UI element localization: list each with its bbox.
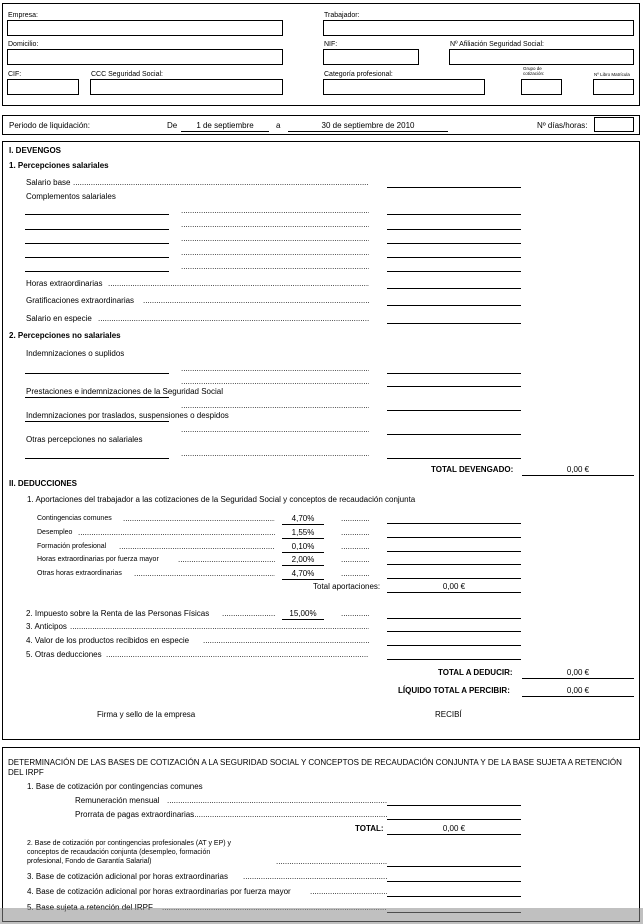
empresa-label: Empresa: [8,12,38,19]
dias-field[interactable] [594,117,634,132]
aportacion-pct-line-1 [282,524,324,525]
irpf-dots-b [341,610,369,618]
aportacion-pct-line-3 [282,552,324,553]
gratificaciones-amount[interactable] [387,305,521,306]
valor-productos-amount[interactable] [387,645,521,646]
total-aportaciones-value: 0,00 € [442,582,466,591]
complemento-dots-2 [181,221,369,229]
aportacion-pct-5: 4,70% [291,569,315,578]
horas-extra-base-dots [243,873,387,881]
total-aportaciones-label: Total aportaciones: [313,582,381,591]
anticipos-dots [70,623,369,631]
irpf-pct: 15,00% [289,609,317,618]
indemnizaciones-amount-2[interactable] [387,386,521,387]
aportacion-pct-2: 1,55% [291,528,315,537]
aportacion-dots-2 [78,529,275,537]
periodo-from-line [181,131,269,132]
aportacion-pct-line-5 [282,579,324,580]
prorrata-amount[interactable] [387,819,521,820]
otras-deducciones-label: 5. Otras deducciones [26,650,102,659]
complemento-dots-4 [181,249,369,257]
deducciones-title: II. DEDUCCIONES [9,479,78,488]
recibi-label: RECIBÍ [435,710,462,719]
trabajador-field[interactable] [323,20,634,36]
aportaciones-title: 1. Aportaciones del trabajador a las cotizaciones de la Seguridad Social y conceptos de recaudación conjunta [27,495,416,504]
traslados-concept[interactable] [25,421,169,422]
periodo-to-line [288,131,448,132]
complemento-concept-3[interactable] [25,243,169,244]
ccc-label: CCC Seguridad Social: [91,71,163,78]
aportacion-dots-4 [178,556,275,564]
salario-base-label: Salario base [26,178,71,187]
irpf-dots [222,610,275,618]
horas-extra-label: Horas extraordinarias [26,279,103,288]
profesionales-dots [276,858,387,866]
aportacion-label-1: Contingencias comunes [37,515,112,522]
salario-especie-label: Salario en especie [26,314,92,323]
remuneracion-label: Remuneración mensual [75,796,160,805]
aportacion-label-5: Otras horas extraordinarias [37,570,122,577]
otras-percepciones-concept[interactable] [25,458,169,459]
indemnizaciones-label: Indemnizaciones o suplidos [26,349,125,358]
complemento-dots-5 [181,263,369,271]
profesionales-label-1: 2. Base de cotización por contingencias profesionales (AT y EP) y [27,840,232,847]
otras-percepciones-dots [181,450,369,458]
total-deducir-label: TOTAL A DEDUCIR: [438,668,513,677]
horas-extra-amount[interactable] [387,288,521,289]
prorrata-dots [192,811,387,819]
aportacion-amount-5[interactable] [387,578,521,579]
salariales-title: 1. Percepciones salariales [9,161,109,170]
otras-percepciones-amount[interactable] [387,458,521,459]
complementos-label: Complementos salariales [26,192,116,201]
complemento-concept-2[interactable] [25,229,169,230]
cif-label: CIF: [8,71,22,78]
liquido-value: 0,00 € [566,686,590,695]
aportacion-pct-1: 4,70% [291,514,315,523]
afiliacion-label: Nº Afiliación Seguridad Social: [450,41,544,48]
indemnizaciones-amount[interactable] [387,373,521,374]
aportacion-label-4: Horas extraordinarias por fuerza mayor [37,556,159,563]
domicilio-field[interactable] [7,49,283,65]
prestaciones-concept[interactable] [25,397,169,398]
complemento-amount-5[interactable] [387,271,521,272]
traslados-label: Indemnizaciones por traslados, suspensiones o despidos [26,411,229,420]
aportacion-dots-b-2 [341,529,369,537]
grupo-label-1: Grupo de [523,66,542,71]
anticipos-amount[interactable] [387,631,521,632]
aportacion-amount-4[interactable] [387,564,521,565]
aportacion-dots-b-1 [341,515,369,523]
horas-extra-base-amount[interactable] [387,881,521,882]
prorrata-label: Prorrata de pagas extraordinarias [75,810,195,819]
complemento-amount-4[interactable] [387,257,521,258]
libro-field[interactable] [593,79,634,95]
complemento-amount-3[interactable] [387,243,521,244]
bases-total-value: 0,00 € [442,824,466,833]
aportacion-amount-1[interactable] [387,523,521,524]
total-deducir-line [522,678,634,679]
indemnizaciones-concept[interactable] [25,373,169,374]
liquido-label: LÍQUIDO TOTAL A PERCIBIR: [398,686,510,695]
otras-deducciones-amount[interactable] [387,659,521,660]
empresa-field[interactable] [7,20,283,36]
comunes-label: 1. Base de cotización por contingencias comunes [27,782,203,791]
salario-base-dots [73,179,369,187]
libro-label: Nº Libro Matrícula [594,72,630,77]
aportacion-dots-b-3 [341,543,369,551]
total-devengado-label: TOTAL DEVENGADO: [431,465,514,474]
total-devengado-line [522,475,634,476]
periodo-de: De [167,121,178,130]
ccc-field[interactable] [90,79,283,95]
anticipos-label: 3. Anticipos [26,622,67,631]
grupo-field[interactable] [521,79,562,95]
prestaciones-dots [181,402,369,410]
otras-percepciones-label: Otras percepciones no salariales [26,435,143,444]
liquido-line [522,696,634,697]
salario-base-amount[interactable] [387,187,521,188]
trabajador-label: Trabajador: [324,12,360,19]
aportacion-label-2: Desempleo [37,529,73,536]
complemento-dots-3 [181,235,369,243]
complemento-concept-4[interactable] [25,257,169,258]
salario-especie-dots [98,315,369,323]
indemnizaciones-dots-1 [181,365,369,373]
profesionales-amount[interactable] [387,866,521,867]
nif-field[interactable] [323,49,419,65]
traslados-dots [181,426,369,434]
bases-title-1: DETERMINACIÓN DE LAS BASES DE COTIZACIÓN A LA SEGURIDAD SOCIAL Y CONCEPTOS DE RECAUDACIÓN CONJUNTA Y DE LA BASE SUJETA A RETENCIÓN DEL IRPF [8,758,622,777]
remuneracion-dots [167,797,387,805]
remuneracion-amount[interactable] [387,805,521,806]
domicilio-label: Domicilio: [8,41,39,48]
categoria-field[interactable] [323,79,485,95]
complemento-concept-1[interactable] [25,214,169,215]
aportacion-pct-line-4 [282,565,324,566]
traslados-amount[interactable] [387,434,521,435]
aportacion-dots-3 [119,543,275,551]
firma-label: Firma y sello de la empresa [97,710,196,719]
aportacion-pct-line-2 [282,538,324,539]
aportacion-amount-2[interactable] [387,537,521,538]
indemnizaciones-dots-2 [181,378,369,386]
aportacion-dots-b-4 [341,556,369,564]
bottom-scroll-bar[interactable] [0,908,643,924]
gratificaciones-dots [143,297,369,305]
prestaciones-label: Prestaciones e indemnizaciones de la Seguridad Social [26,387,224,396]
complemento-amount-2[interactable] [387,229,521,230]
irpf-pct-line [282,619,324,620]
dias-label: Nº días/horas: [537,121,588,130]
periodo-label: Periodo de liquidación: [9,121,90,130]
otras-deducciones-dots [106,651,369,659]
irpf-label: 2. Impuesto sobre la Renta de las Personas Físicas [26,609,210,618]
total-deducir-value: 0,00 € [566,668,590,677]
categoria-label: Categoría profesional: [324,71,393,78]
total-aportaciones-line [387,592,521,593]
gratificaciones-label: Gratificaciones extraordinarias [26,296,135,305]
fuerza-mayor-dots [310,888,387,896]
valor-productos-label: 4. Valor de los productos recibidos en especie [26,636,190,645]
complemento-amount-1[interactable] [387,214,521,215]
aportacion-pct-3: 0,10% [291,542,315,551]
valor-productos-dots [203,637,369,645]
aportacion-dots-5 [134,570,275,578]
aportacion-dots-b-5 [341,570,369,578]
grupo-label-2: cotización: [523,71,545,76]
irpf-amount[interactable] [387,618,521,619]
bases-total-label: TOTAL: [355,824,384,833]
aportacion-label-3: Formación profesional [37,543,107,550]
complemento-dots-1 [181,207,369,215]
horas-extra-base-label: 3. Base de cotización adicional por horas extraordinarias [27,872,229,881]
periodo-to: 30 de septiembre de 2010 [321,121,415,130]
aportacion-pct-4: 2,00% [291,555,315,564]
afiliacion-field[interactable] [449,49,634,65]
periodo-a: a [276,121,281,130]
no-salariales-title: 2. Percepciones no salariales [9,331,121,340]
total-devengado-value: 0,00 € [566,465,590,474]
fuerza-mayor-amount[interactable] [387,896,521,897]
aportacion-dots-1 [123,515,275,523]
bases-total-line [387,834,521,835]
nif-label: NIF: [324,41,338,48]
cif-field[interactable] [7,79,79,95]
devengos-title: I. DEVENGOS [9,146,62,155]
horas-extra-dots [108,280,369,288]
fuerza-mayor-label: 4. Base de cotización adicional por horas extraordinarias por fuerza mayor [27,887,291,896]
prestaciones-amount[interactable] [387,410,521,411]
profesionales-label-2: conceptos de recaudación conjunta (desempleo, formación [27,849,211,856]
aportacion-amount-3[interactable] [387,551,521,552]
periodo-from: 1 de septiembre [196,121,254,130]
profesionales-label-3: profesional, Fondo de Garantía Salarial) [27,858,152,865]
complemento-concept-5[interactable] [25,271,169,272]
salario-especie-amount[interactable] [387,323,521,324]
